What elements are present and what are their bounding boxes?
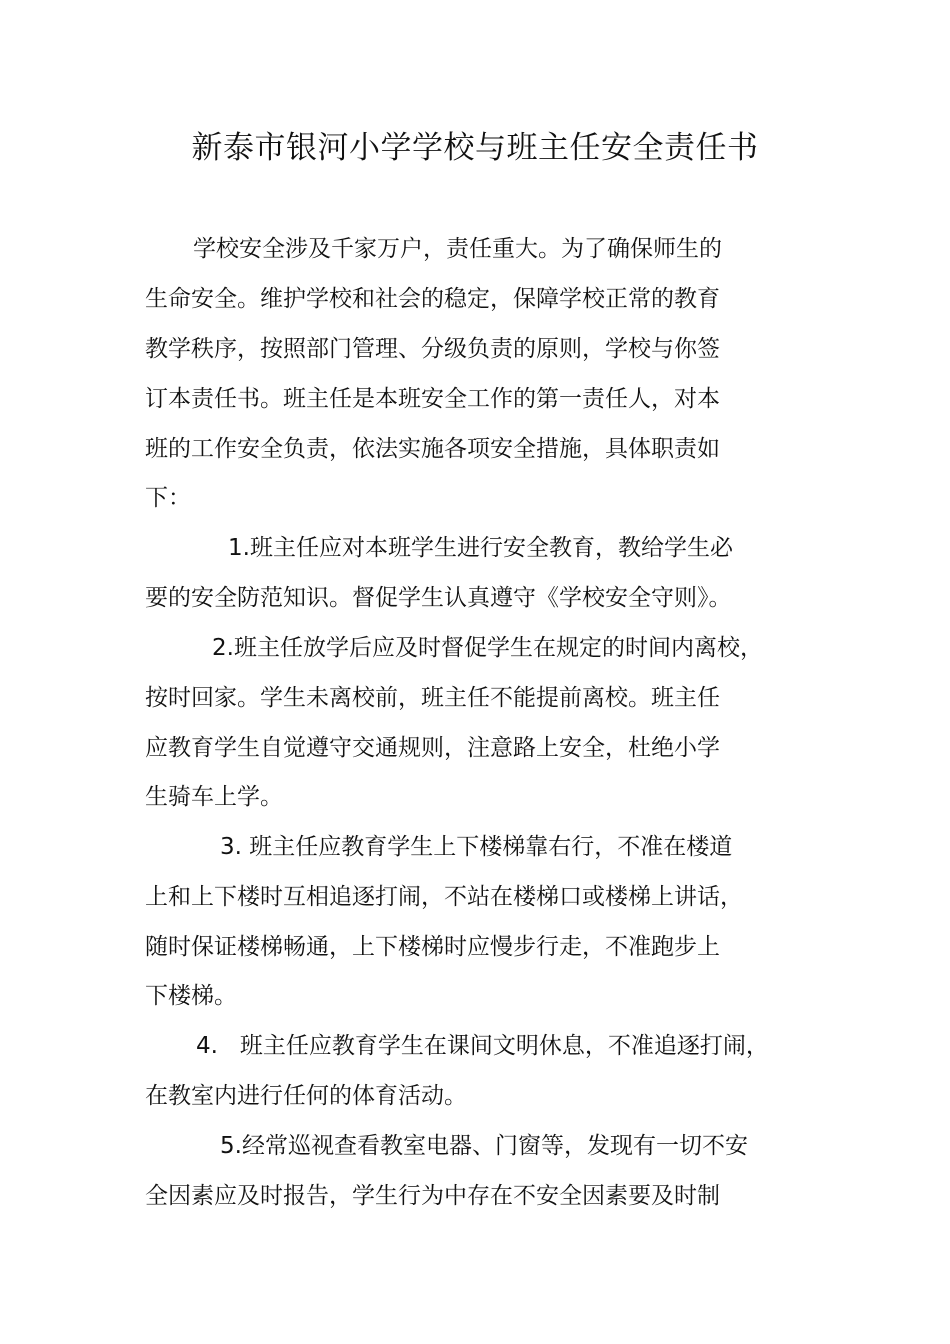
item3-line-1: 3. 班主任应教育学生上下楼梯靠右行，不准在楼道 xyxy=(220,834,733,860)
item1-line-2: 要的安全防范知识。督促学生认真遵守《学校安全守则》。 xyxy=(145,585,732,611)
item2-line-4: 生骑车上学。 xyxy=(145,784,283,810)
item5-line-2: 全因素应及时报告，学生行为中存在不安全因素要及时制 xyxy=(145,1183,720,1209)
intro-line-4: 订本责任书。班主任是本班安全工作的第一责任人，对本 xyxy=(145,386,720,412)
item2-line-1: 2.班主任放学后应及时督促学生在规定的时间内离校， xyxy=(212,635,763,661)
intro-line-6: 下： xyxy=(145,485,191,511)
item3-line-2: 上和上下楼时互相追逐打闹，不站在楼梯口或楼梯上讲话， xyxy=(145,884,743,910)
item3-line-4: 下楼梯。 xyxy=(145,983,237,1009)
page-title: 新泰市银河小学学校与班主任安全责任书 xyxy=(191,130,759,166)
item1-line-1: 1.班主任应对本班学生进行安全教育，教给学生必 xyxy=(228,535,733,561)
item2-line-3: 应教育学生自觉遵守交通规则，注意路上安全，杜绝小学 xyxy=(145,735,720,761)
intro-line-3: 教学秩序，按照部门管理、分级负责的原则，学校与你签 xyxy=(145,336,720,362)
item4-line-2: 在教室内进行任何的体育活动。 xyxy=(145,1083,467,1109)
item5-line-1: 5.经常巡视查看教室电器、门窗等，发现有一切不安 xyxy=(220,1133,748,1159)
item4-line-1: 4. 班主任应教育学生在课间文明休息，不准追逐打闹， xyxy=(196,1033,769,1059)
item2-line-2: 按时回家。学生未离校前，班主任不能提前离校。班主任 xyxy=(145,685,720,711)
intro-line-5: 班的工作安全负责，依法实施各项安全措施，具体职责如 xyxy=(145,436,720,462)
item3-line-3: 随时保证楼梯畅通，上下楼梯时应慢步行走，不准跑步上 xyxy=(145,934,720,960)
intro-line-1: 学校安全涉及千家万户，责任重大。为了确保师生的 xyxy=(193,236,722,262)
intro-line-2: 生命安全。维护学校和社会的稳定，保障学校正常的教育 xyxy=(145,286,720,312)
